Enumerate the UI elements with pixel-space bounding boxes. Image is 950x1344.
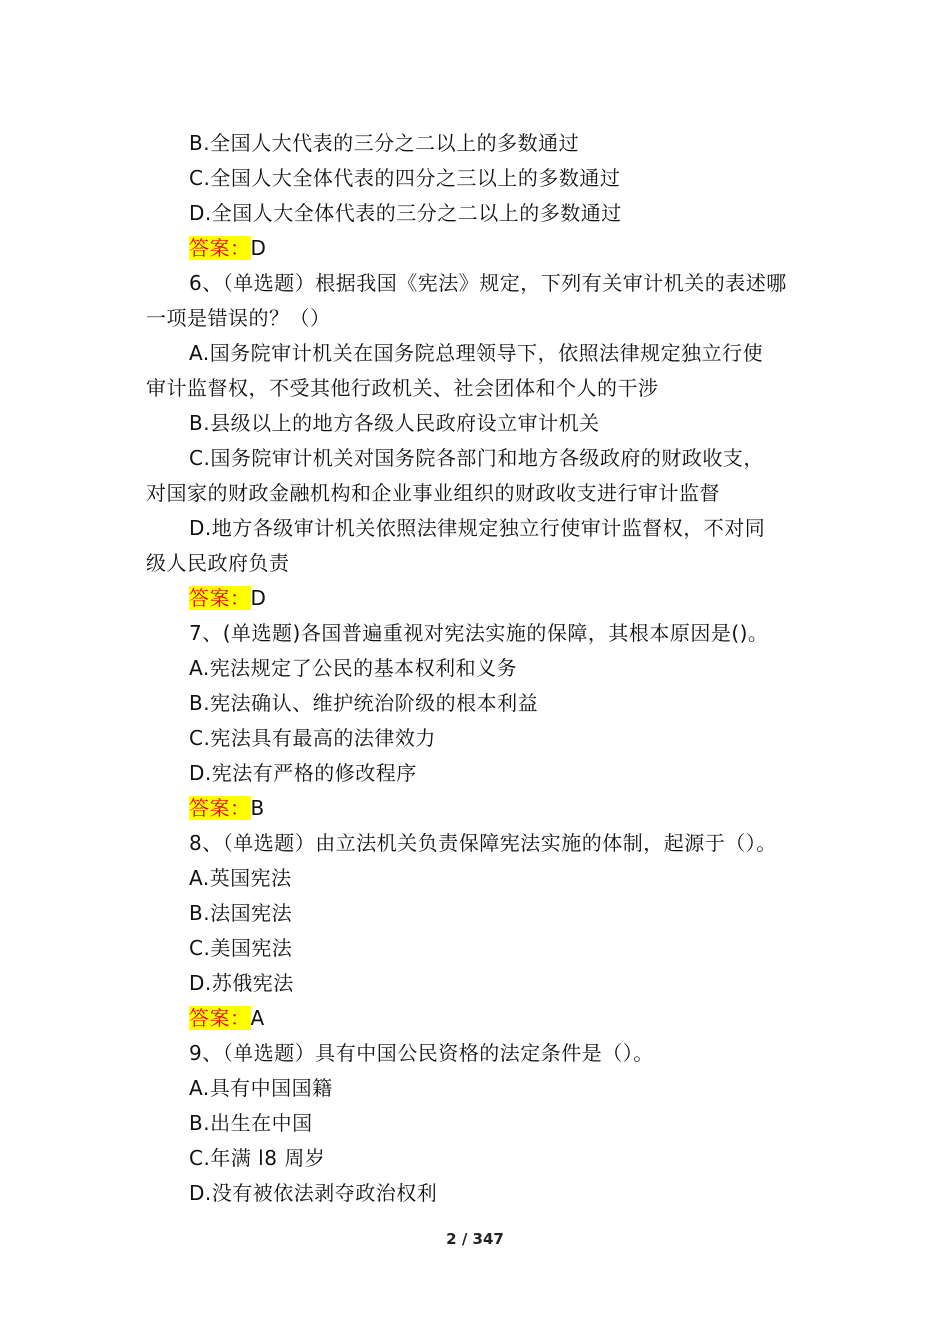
text-line: B.出生在中国 <box>189 1111 313 1135</box>
text-line: D.苏俄宪法 <box>189 971 294 995</box>
text-line: A.英国宪法 <box>189 866 292 890</box>
text-line: D.宪法有严格的修改程序 <box>189 761 417 785</box>
text-line: 对国家的财政金融机构和企业事业组织的财政收支进行审计监督 <box>146 481 720 505</box>
text-line: C.美国宪法 <box>189 936 293 960</box>
text-line: D.全国人大全体代表的三分之二以上的多数通过 <box>189 201 622 225</box>
text-line: B.法国宪法 <box>189 901 293 925</box>
answer-value: B <box>250 796 265 820</box>
text-line: B.宪法确认、维护统治阶级的根本利益 <box>189 691 539 715</box>
text-line: 6、（单选题）根据我国《宪法》规定，下列有关审计机关的表述哪 <box>189 271 787 295</box>
answer-value: D <box>250 586 267 610</box>
text-line: D.没有被依法剥夺政治权利 <box>189 1181 438 1205</box>
text-line: B.县级以上的地方各级人民政府设立审计机关 <box>189 411 600 435</box>
answer-line <box>146 231 811 266</box>
text-line: D.地方各级审计机关依照法律规定独立行使审计监督权，不对同 <box>189 516 766 540</box>
text-line: A.具有中国国籍 <box>189 1076 333 1100</box>
document-body <box>146 126 811 1211</box>
text-line: A.国务院审计机关在国务院总理领导下，依照法律规定独立行使 <box>189 341 764 365</box>
text-line: C.宪法具有最高的法律效力 <box>189 726 436 750</box>
text-line: 级人民政府负责 <box>146 551 290 575</box>
text-line: C.全国人大全体代表的四分之三以上的多数通过 <box>189 166 621 190</box>
answer-value: A <box>250 1006 265 1030</box>
answer-value: D <box>250 236 267 260</box>
answer-label: 答案： <box>189 1006 251 1030</box>
answer-label: 答案： <box>189 236 251 260</box>
answer-line <box>146 1001 811 1036</box>
text-line: A.宪法规定了公民的基本权利和义务 <box>189 656 518 680</box>
page-number: 2 / 347 <box>446 1230 504 1248</box>
text-line: 9、（单选题）具有中国公民资格的法定条件是（）。 <box>189 1041 654 1065</box>
text-line: C.国务院审计机关对国务院各部门和地方各级政府的财政收支， <box>189 446 764 470</box>
text-line: B.全国人大代表的三分之二以上的多数通过 <box>189 131 580 155</box>
answer-label: 答案： <box>189 586 251 610</box>
answer-line <box>146 791 811 826</box>
text-line: 一项是错误的？（） <box>146 306 331 330</box>
text-line: C.年满 l8 周岁 <box>189 1146 326 1170</box>
answer-label: 答案： <box>189 796 251 820</box>
text-line: 7、(单选题)各国普遍重视对宪法实施的保障，其根本原因是()。 <box>189 621 769 645</box>
text-line: 8、（单选题）由立法机关负责保障宪法实施的体制，起源于（）。 <box>189 831 777 855</box>
text-line: 审计监督权，不受其他行政机关、社会团体和个人的干涉 <box>146 376 659 400</box>
answer-line <box>146 581 811 616</box>
